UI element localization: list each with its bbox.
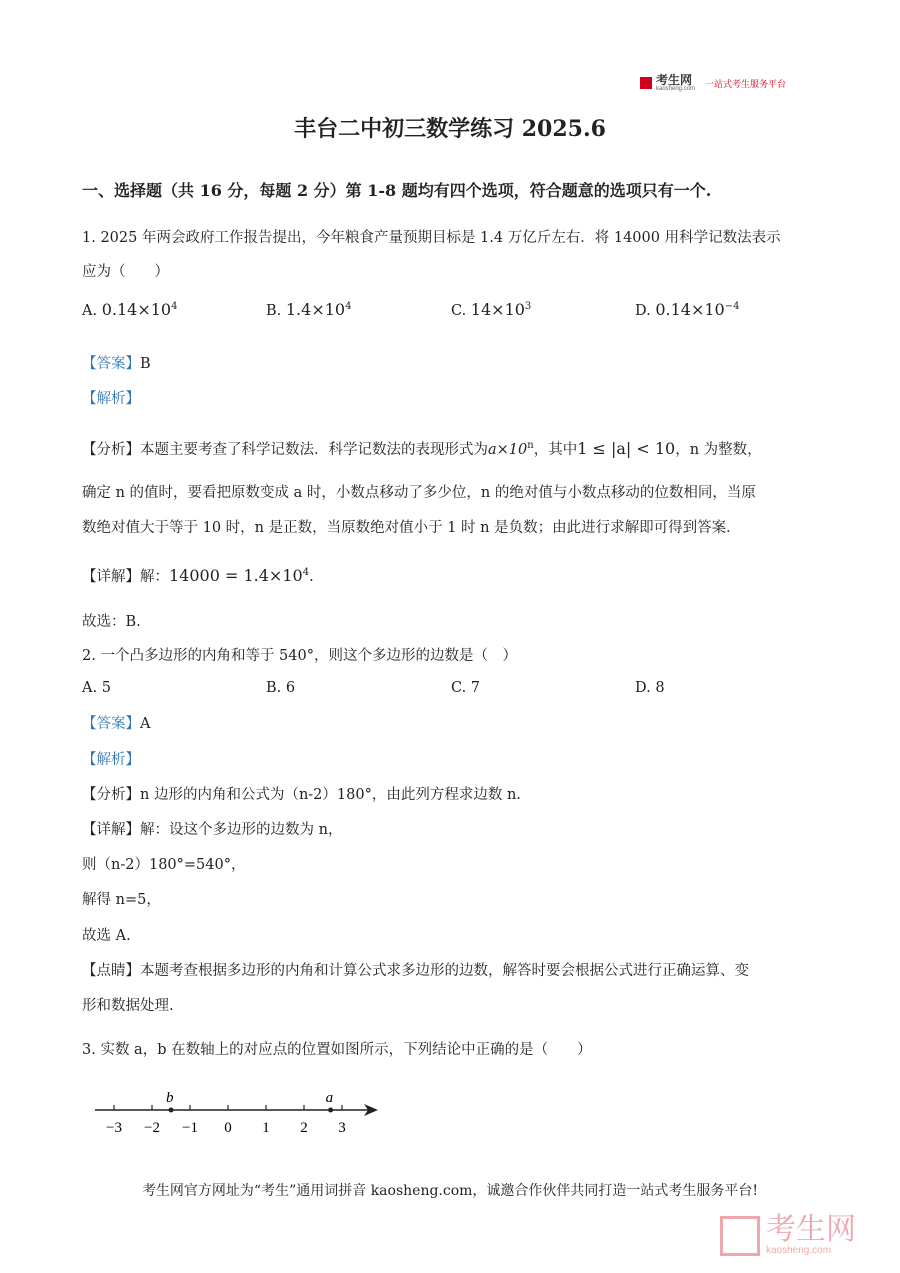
- q2-option-d: D. 8: [635, 680, 665, 696]
- q1-stem-line-1: 1. 2025 年两会政府工作报告提出，今年粮食产量预期目标是 1.4 万亿斤左右．将 14000 用科学记数法表示: [82, 230, 781, 246]
- q1-option-a: A. $0.14\times 10^4$: [82, 300, 178, 319]
- q2-stem: 2. 一个凸多边形的内角和等于 540°，则这个多边形的边数是（ ）: [82, 648, 517, 664]
- watermark-domain: kaosheng.com: [766, 1245, 832, 1256]
- q1-fenxi-line-2: 确定 n 的值时，要看把原数变成 a 时，小数点移动了多少位，n 的绝对值与小数点移动的位数相同，当原: [82, 485, 756, 501]
- tick-label: 2: [300, 1120, 308, 1136]
- q2-dianjing-line-1: 【点睛】本题考查根据多边形的内角和计算公式求多边形的边数，解答时要会根据公式进行正确运算、变: [82, 963, 749, 979]
- q1-fenxi-line-3: 数绝对值大于等于 10 时，n 是正数，当原数绝对值小于 1 时 n 是负数；由此进行求解即可得到答案．: [82, 520, 741, 536]
- section-heading: 一、选择题（共 16 分，每题 2 分）第 1-8 题均有四个选项，符合题意的选项只有一个.: [82, 181, 712, 200]
- tick-label: 1: [262, 1120, 270, 1136]
- point-a-label: a: [325, 1090, 334, 1106]
- number-line: [90, 1080, 390, 1140]
- q1-fenxi-line-1: 【分析】本题主要考查了科学记数法．科学记数法的表现形式为$a\times 10^n$，其中1 ≤ |a| < 10，n 为整数，: [82, 438, 762, 458]
- q1-option-b: B. $1.4\times 10^4$: [266, 300, 352, 319]
- point-a: [328, 1108, 333, 1113]
- q2-xiangjie: 【详解】解：设这个多边形的边数为 n，: [82, 822, 343, 838]
- watermark: [720, 1215, 856, 1256]
- q1-option-c: C. $14\times 10^3$: [451, 300, 532, 319]
- q1-analysis-tag: 【解析】: [82, 391, 140, 407]
- logo-name: 考生网: [656, 73, 693, 87]
- q2-dianjing-line-2: 形和数据处理.: [82, 998, 174, 1014]
- tick-label: 0: [224, 1120, 232, 1136]
- watermark-logo-icon: [720, 1216, 760, 1256]
- point-b: [169, 1108, 174, 1113]
- logo-domain: kaosheng.com: [656, 86, 696, 92]
- q2-analysis-tag: 【解析】: [82, 752, 140, 768]
- q2-option-b: B. 6: [266, 680, 296, 696]
- point-b-label: b: [166, 1090, 174, 1106]
- header-logo[interactable]: [640, 74, 786, 92]
- q1-option-d: D. $0.14\times 10^{-4}$: [635, 300, 740, 319]
- watermark-name: 考生网: [766, 1213, 856, 1246]
- q1-stem-line-2: 应为（ ）: [82, 264, 169, 280]
- q2-step-1: 则（n-2）180°=540°，: [82, 857, 246, 873]
- tick-label: −1: [182, 1120, 198, 1136]
- q2-option-c: C. 7: [451, 680, 481, 696]
- q2-conclusion: 故选 A.: [82, 928, 131, 944]
- q1-answer: 【答案】B: [82, 356, 151, 372]
- q1-conclusion: 故选：B.: [82, 614, 141, 630]
- q2-step-2: 解得 n=5，: [82, 892, 161, 908]
- q2-fenxi: 【分析】n 边形的内角和公式为（n-2）180°，由此列方程求边数 n.: [82, 787, 521, 803]
- q3-stem: 3. 实数 a，b 在数轴上的对应点的位置如图所示，下列结论中正确的是（ ）: [82, 1042, 592, 1058]
- q2-answer: 【答案】A: [82, 716, 151, 732]
- tick-label: −2: [144, 1120, 160, 1136]
- q2-option-a: A. 5: [82, 680, 111, 696]
- tick-label: 3: [338, 1120, 346, 1136]
- footer-text: 考生网官方网址为“考生”通用词拼音 kaosheng.com，诚邀合作伙伴共同打造一站式考生服务平台!: [141, 1183, 759, 1199]
- tick-label: −3: [106, 1120, 122, 1136]
- logo-icon: [640, 77, 652, 89]
- q1-xiangjie: 【详解】解：$14000 = 1.4\times 10^4$.: [82, 565, 314, 585]
- page-title: 丰台二中初三数学练习 2025.6: [294, 116, 606, 142]
- logo-slogan: 一站式考生服务平台: [705, 78, 787, 89]
